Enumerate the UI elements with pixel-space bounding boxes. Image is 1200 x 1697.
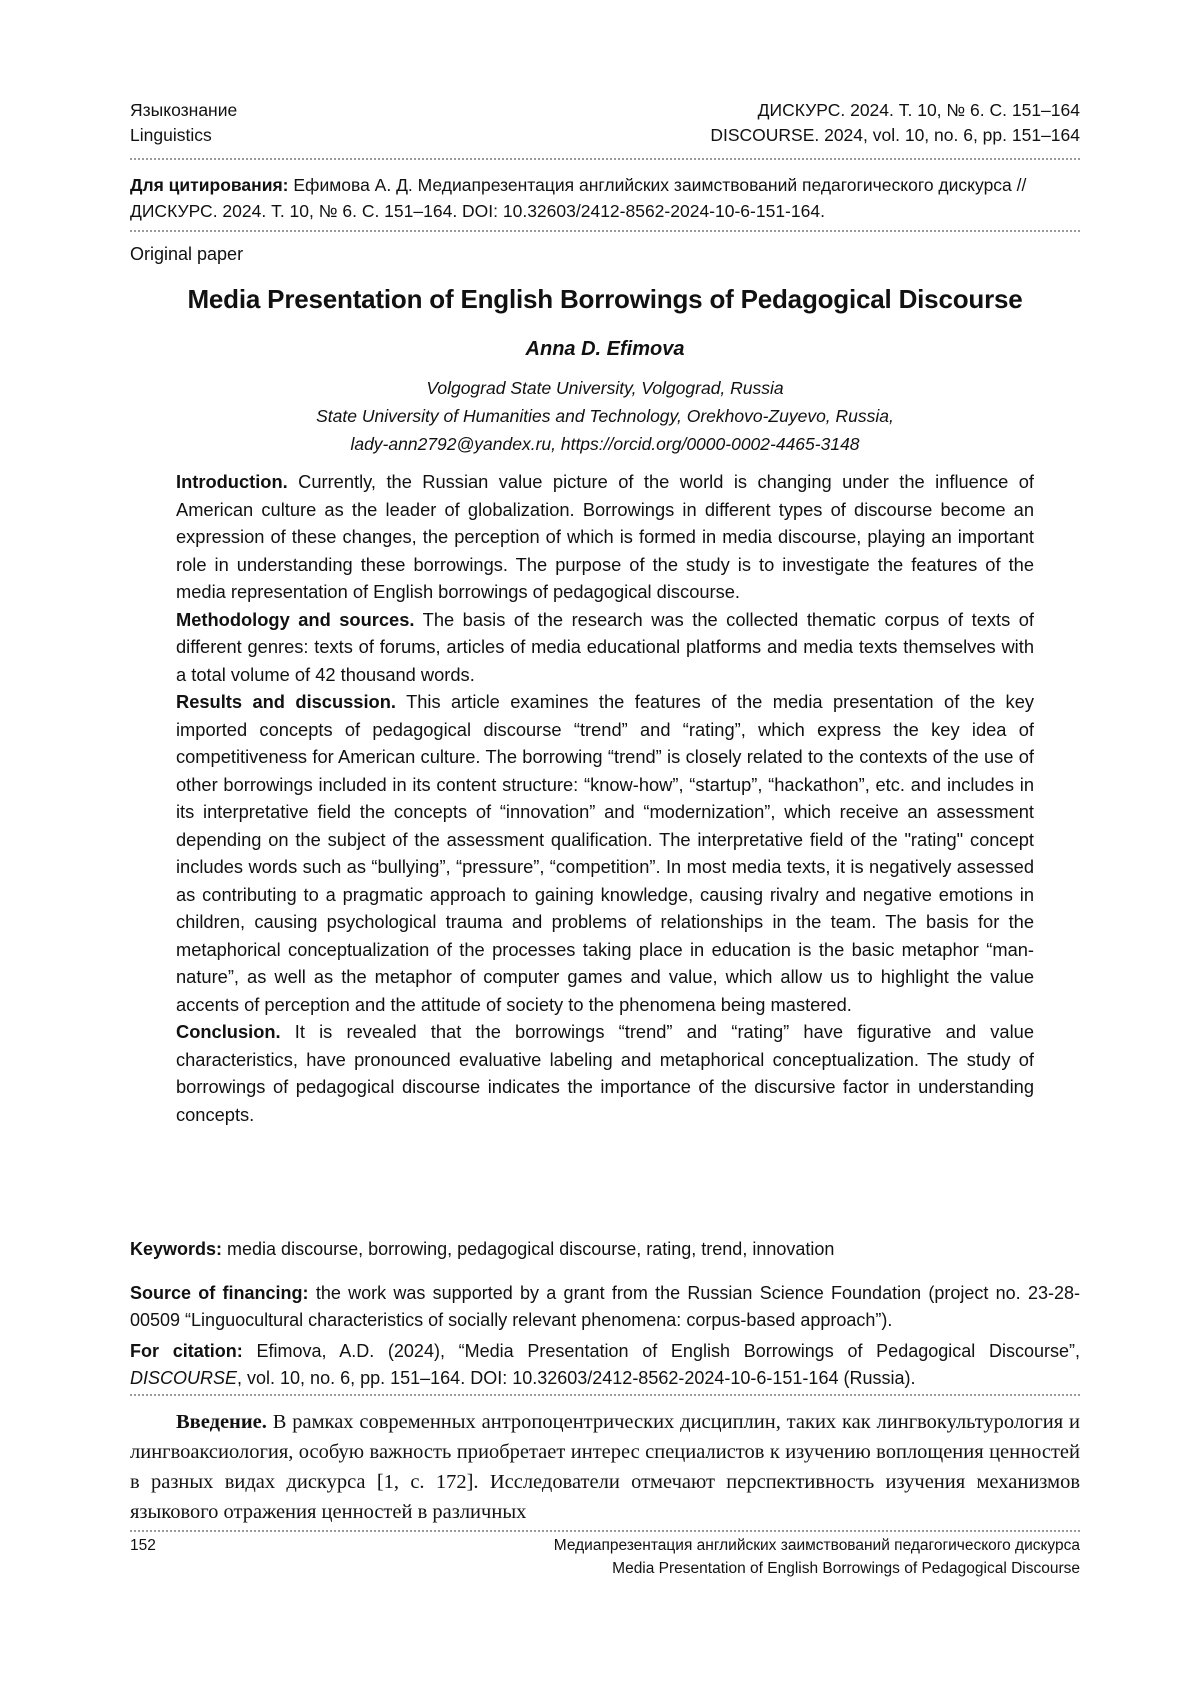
author-name: Anna D. Efimova <box>525 338 685 360</box>
abstract-introduction-text: Currently, the Russian value picture of the world is changing under the influence of American culture as the leader of globalization. Borrowings in different types of discourse become an expression of these changes, the perception of which is formed in media discourse, playing an important role in understanding these borrowings. The purpose of the study is to investigate the features of the media representation of English borrowings of pedagogical discourse. <box>176 471 1034 602</box>
body-paragraph <box>130 1407 1080 1527</box>
citation-en-text-before: Efimova, A.D. (2024), “Media Presentation of English Borrowings of Pedagogical Discourse”, <box>242 1341 1080 1361</box>
footer-title-en: Media Presentation of English Borrowings of Pedagogical Discourse <box>612 1560 1080 1577</box>
citation-en <box>130 1338 1080 1392</box>
keywords <box>130 1236 1080 1263</box>
running-header-right <box>710 98 1080 148</box>
citation-en-journal: DISCOURSE <box>130 1368 238 1388</box>
journal-ref-en: DISCOURSE. 2024, vol. 10, no. 6, pp. 151–164 <box>710 125 1080 145</box>
article-type: Original paper <box>130 244 244 264</box>
affiliation-line: State University of Humanities and Technology, Orekhovo-Zuyevo, Russia, <box>316 406 894 426</box>
contact-line: lady-ann2792@yandex.ru, https://orcid.org/0000-0002-4465-3148 <box>350 434 860 454</box>
divider <box>130 158 1080 160</box>
abstract-results-label: Results and discussion. <box>176 691 396 712</box>
article-title: Media Presentation of English Borrowings of Pedagogical Discourse <box>187 284 1023 314</box>
body-intro-label: Введение. <box>176 1411 267 1433</box>
body-text <box>130 1407 1080 1527</box>
financing-label: Source of financing: <box>130 1283 309 1303</box>
abstract-conclusion <box>176 1018 1034 1128</box>
affiliations <box>130 374 1080 458</box>
journal-ref-ru: ДИСКУРС. 2024. Т. 10, № 6. С. 151–164 <box>757 100 1080 120</box>
abstract-methodology <box>176 606 1034 689</box>
financing-text: the work was supported by a grant from the Russian Science Foundation (project no. 23-28-00509 “Linguocultural characteristics of socially relevant phenomena: corpus-based approach”). <box>130 1283 1080 1330</box>
divider <box>130 230 1080 232</box>
financing <box>130 1280 1080 1334</box>
abstract-introduction <box>176 468 1034 606</box>
citation-en-text-after: , vol. 10, no. 6, pp. 151–164. DOI: 10.32603/2412-8562-2024-10-6-151-164 (Russia). <box>237 1368 916 1388</box>
footer-titles <box>554 1534 1080 1580</box>
section-name-ru: Языкознание <box>130 100 238 120</box>
citation-en-label: For citation: <box>130 1341 243 1361</box>
body-intro-text: В рамках современных антропоцентрических дисциплин, таких как лингвокультурология и лингвоаксиология, особую важность приобретает интерес специалистов к изучению воплощения ценностей в разных видах дискурса [1, с. 172]. Исследователи отмечают перспективность изучения механизмов языкового отражения ценностей в различных <box>130 1411 1080 1523</box>
citation-ru <box>130 172 1080 224</box>
abstract-results-text: This article examines the features of the media presentation of the key imported concepts of pedagogical discourse “trend” and “rating”, which express the key idea of competitiveness for American culture. The borrowing “trend” is closely related to the contexts of the use of other borrowings included in its content structure: “know-how”, “startup”, “hackathon”, etc. and includes in its interpretative field the concepts of “innovation” and “modernization”, which receive an assessment depending on the subject of the assessment qualification. The interpretative field of the "rating" concept includes words such as “bullying”, “pressure”, “competition”. In most media texts, it is negatively assessed as contributing to a pragmatic approach to gaining knowledge, causing rivalry and negative emotions in children, causing psychological trauma and problems of relationships in the team. The basis for the metaphorical conceptualization of the processes taking place in education is the basic metaphor “man-nature”, as well as the metaphor of computer games and value, which allow us to highlight the value accents of perception and the attitude of society to the phenomena being mastered. <box>176 691 1034 1015</box>
section-name-en: Linguistics <box>130 125 212 145</box>
abstract-results <box>176 688 1034 1018</box>
affiliation-line: Volgograd State University, Volgograd, Russia <box>426 378 784 398</box>
citation-ru-label: Для цитирования: <box>130 175 289 195</box>
abstract-introduction-label: Introduction. <box>176 471 288 492</box>
keywords-label: Keywords: <box>130 1239 223 1259</box>
abstract-conclusion-text: It is revealed that the borrowings “trend” and “rating” have figurative and value characteristics, have pronounced evaluative labeling and metaphorical conceptualization. The study of borrowings of pedagogical discourse indicates the importance of the discursive factor in understanding concepts. <box>176 1021 1034 1125</box>
abstract-methodology-label: Methodology and sources. <box>176 608 415 630</box>
divider <box>130 1530 1080 1532</box>
running-header-left <box>130 98 237 148</box>
abstract-methodology-text: The basis of the research was the collected thematic corpus of texts of different genres: texts of forums, articles of media educational platforms and media texts themselves with a total volume of 42 thousand words. <box>176 608 1034 685</box>
keywords-text: media discourse, borrowing, pedagogical discourse, rating, trend, innovation <box>222 1239 835 1259</box>
abstract-conclusion-label: Conclusion. <box>176 1021 281 1042</box>
footer-title-ru: Медиапрезентация английских заимствований педагогического дискурса <box>553 1537 1080 1554</box>
divider <box>130 1394 1080 1396</box>
abstract <box>176 468 1034 1128</box>
citation-ru-text: Ефимова А. Д. Медиапрезентация английских заимствований педагогического дискурса // ДИСКУРС. 2024. Т. 10, № 6. С. 151–164. DOI: 10.32603/2412-8562-2024-10-6-151-164. <box>130 175 1027 221</box>
page-number: 152 <box>130 1537 156 1554</box>
